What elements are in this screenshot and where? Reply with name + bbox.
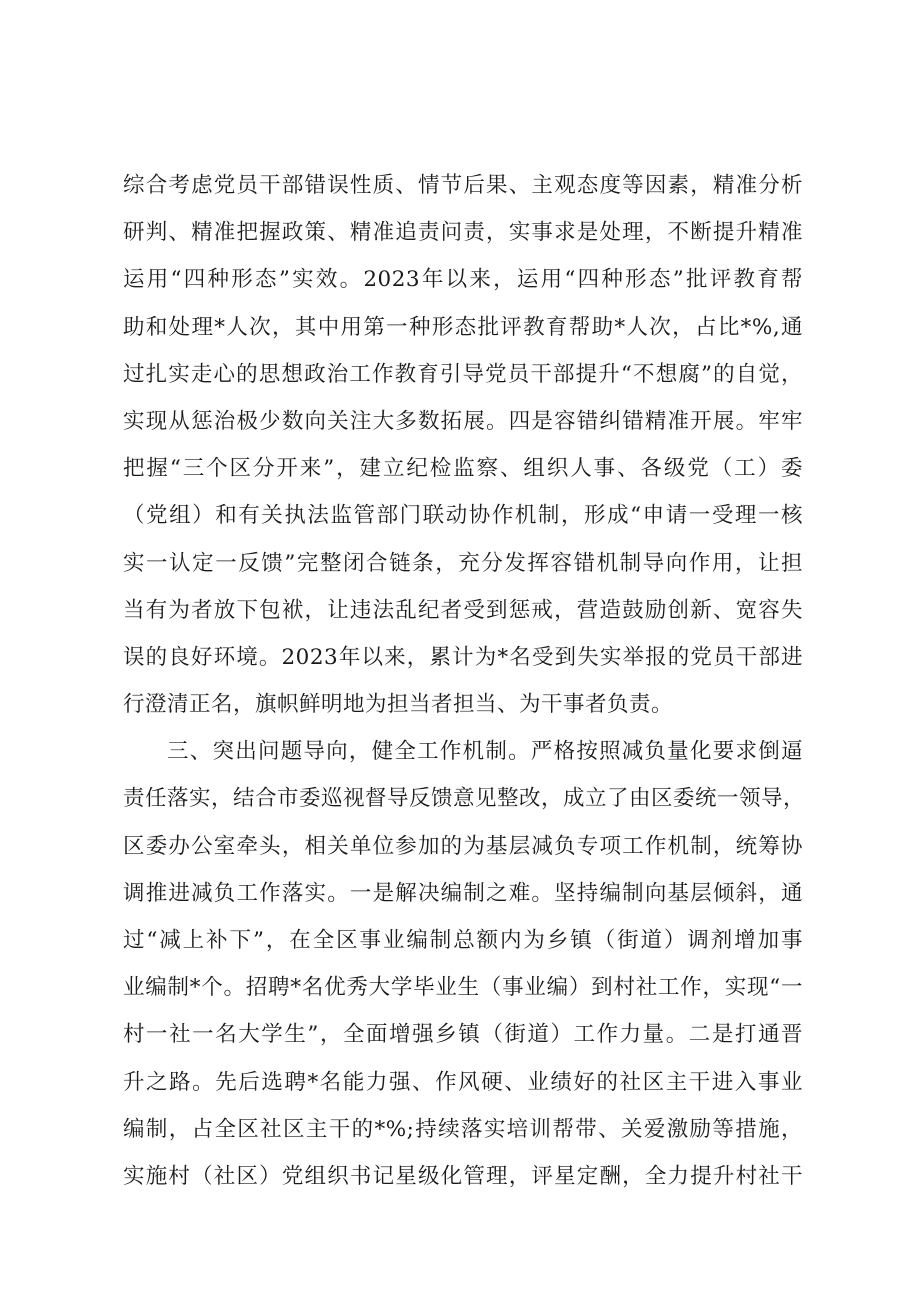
paragraph-line: 误的良好环境。2023年以来，累计为*名受到失实举报的党员干部进	[123, 644, 803, 670]
paragraph-line: 行澄清正名，旗帜鲜明地为担当者担当、为干事者负责。	[123, 692, 674, 718]
body-text	[123, 162, 806, 1200]
paragraph-line: 区委办公室牵头，相关单位参加的为基层减负专项工作机制，统筹协	[123, 833, 803, 859]
paragraph-line: （党组）和有关执法监管部门联动协作机制，形成“申请一受理一核	[123, 503, 803, 529]
paragraph-line: 过扎实走心的思想政治工作教育引导党员干部提升“不想腐”的自觉，	[123, 361, 803, 387]
paragraph-line: 村一社一名大学生”，全面增强乡镇（街道）工作力量。二是打通晋	[123, 1022, 803, 1048]
paragraph-line: 当有为者放下包袱，让违法乱纪者受到惩戒，营造鼓励创新、宽容失	[123, 597, 803, 623]
paragraph-line: 业编制*个。招聘*名优秀大学毕业生（事业编）到村社工作，实现“一	[123, 975, 803, 1001]
paragraph-line: 综合考虑党员干部错误性质、情节后果、主观态度等因素，精准分析	[123, 173, 803, 198]
paragraph-line: 实施村（社区）党组织书记星级化管理，评星定酬，全力提升村社干	[123, 1163, 803, 1189]
paragraph-line: 实现从惩治极少数向关注大多数拓展。四是容错纠错精准开展。牢牢	[123, 408, 803, 434]
paragraph-line: 运用“四种形态”实效。2023年以来，运用“四种形态”批评教育帮	[123, 267, 803, 293]
paragraph-line: 把握“三个区分开来”，建立纪检监察、组织人事、各级党（工）委	[123, 456, 803, 482]
paragraph-line: 研判、精准把握政策、精准追责问责，实事求是处理，不断提升精准	[123, 220, 803, 246]
paragraph-line: 实一认定一反馈”完整闭合链条，充分发挥容错机制导向作用，让担	[123, 550, 803, 576]
paragraph-line: 助和处理*人次，其中用第一种形态批评教育帮助*人次，占比*%,通	[123, 314, 803, 340]
paragraph-line: 调推进减负工作落实。一是解决编制之难。坚持编制向基层倾斜，通	[123, 880, 803, 906]
paragraph-line: 过“减上补下”，在全区事业编制总额内为乡镇（街道）调剂增加事	[123, 928, 803, 953]
paragraph-line: 升之路。先后选聘*名能力强、作风硬、业绩好的社区主干进入事业	[123, 1069, 803, 1095]
paragraph-line: 责任落实，结合市委巡视督导反馈意见整改，成立了由区委统一领导，	[123, 786, 806, 812]
paragraph-line: 编制，占全区社区主干的*%;持续落实培训帮带、关爱激励等措施，	[123, 1116, 803, 1142]
paragraph-line: 三、突出问题导向，健全工作机制。严格按照减负量化要求倒逼	[167, 739, 803, 765]
